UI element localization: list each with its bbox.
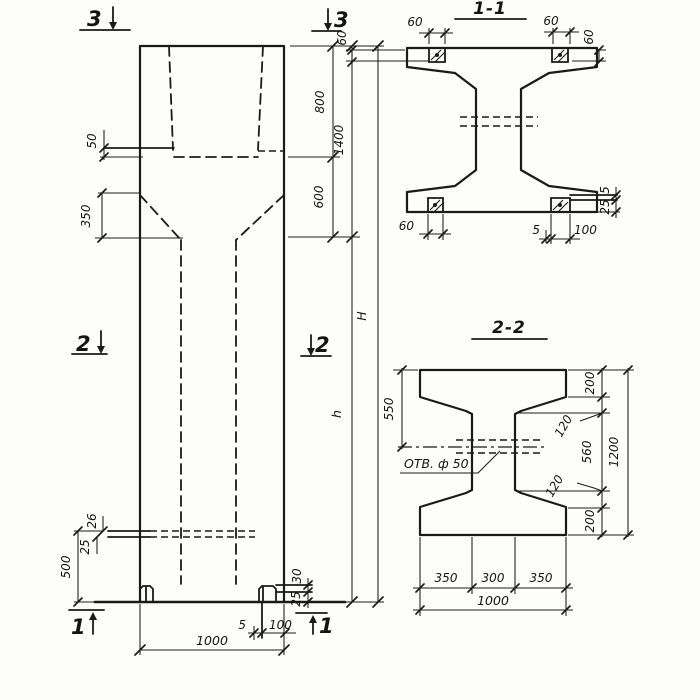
- dim-60-top-left: 60: [407, 15, 423, 29]
- column-outline: [140, 46, 284, 602]
- dim-550: 550: [382, 397, 396, 421]
- dim-hole-25: 25: [78, 539, 92, 555]
- elevation-bottom-dims: [135, 568, 312, 655]
- dim-5-right: 5: [598, 186, 612, 194]
- dim-h: h: [329, 410, 344, 418]
- section-marker-2-right: [301, 333, 331, 357]
- dim-taper-600: 600: [312, 185, 326, 209]
- dim-60-bottom-left: 60: [398, 219, 414, 233]
- dim-taper-350: 350: [79, 204, 93, 228]
- slot-hidden-right: [258, 46, 263, 150]
- marker-3-left-label: 3: [87, 7, 102, 31]
- foot-block-right: [259, 586, 276, 602]
- dim-foot-30: 30: [290, 568, 304, 584]
- dim-60-right-vert: 60: [582, 29, 596, 45]
- section-marker-3-right: [312, 8, 349, 32]
- dim-350-left: 350: [434, 571, 458, 585]
- marker-1-right-label: 1: [319, 614, 334, 638]
- marker-2-left-label: 2: [76, 332, 91, 356]
- dim-plate-100: 100: [269, 618, 292, 632]
- elevation-left-dims: [59, 130, 183, 606]
- section-2-2-bottom-dims: [413, 537, 573, 616]
- dim-H: H: [354, 311, 369, 321]
- marker-2-right-label: 2: [315, 333, 330, 357]
- section-2-2-left-dims: [382, 366, 418, 451]
- section-1-1-title: 1-1: [473, 0, 507, 19]
- dim-200-top: 200: [583, 371, 597, 395]
- dim-200-bottom: 200: [583, 509, 597, 533]
- section-marker-2-left: [72, 331, 107, 356]
- section-2-2-title: 2-2: [492, 318, 526, 338]
- dim-350-right: 350: [529, 571, 553, 585]
- dim-5-bottom: 5: [532, 223, 540, 237]
- elevation-right-dims: [288, 41, 384, 607]
- dim-560: 560: [580, 440, 594, 464]
- dim-slot-800: 800: [313, 90, 327, 114]
- dim-plate-thk: 50: [85, 133, 99, 149]
- dim-120-bottom: 120: [542, 472, 567, 500]
- section-1-1-strip: [570, 195, 617, 200]
- dim-1000-width: 1000: [477, 593, 509, 608]
- marker-1-left-label: 1: [71, 615, 86, 639]
- dim-120-top: 120: [551, 412, 576, 440]
- dim-100-bottom: 100: [574, 223, 597, 237]
- section-2-2-view: [382, 318, 634, 616]
- slot-hidden-left: [169, 46, 173, 150]
- dim-plate-5: 5: [238, 618, 246, 632]
- foot-block-left: [140, 586, 153, 602]
- hole-label-group: [400, 451, 500, 473]
- dim-60-left-vert: 60: [335, 30, 349, 46]
- section-1-1-outline: [407, 48, 597, 212]
- dim-25-right: 25: [598, 199, 612, 215]
- section-marker-1-left: [69, 610, 104, 639]
- dim-foot-25: 25: [289, 591, 303, 607]
- dim-60-top-right: 60: [543, 14, 559, 28]
- dim-1200: 1200: [607, 436, 621, 468]
- dim-hole-26: 26: [85, 513, 99, 529]
- dim-1400: 1400: [332, 124, 346, 156]
- section-marker-3-left: [80, 7, 130, 31]
- taper-diagonal-left: [140, 195, 181, 240]
- elevation-view: [59, 7, 384, 655]
- section-marker-1-right: [296, 613, 334, 638]
- marker-3-right-label: 3: [334, 8, 349, 32]
- hole-label: ОТВ. ф 50: [404, 456, 469, 471]
- dim-300-web: 300: [481, 571, 505, 585]
- dim-foot-500: 500: [59, 555, 73, 579]
- taper-diagonal-right: [236, 195, 284, 240]
- dim-width-1000: 1000: [196, 633, 228, 648]
- section-1-1-hole-hidden: [460, 117, 538, 126]
